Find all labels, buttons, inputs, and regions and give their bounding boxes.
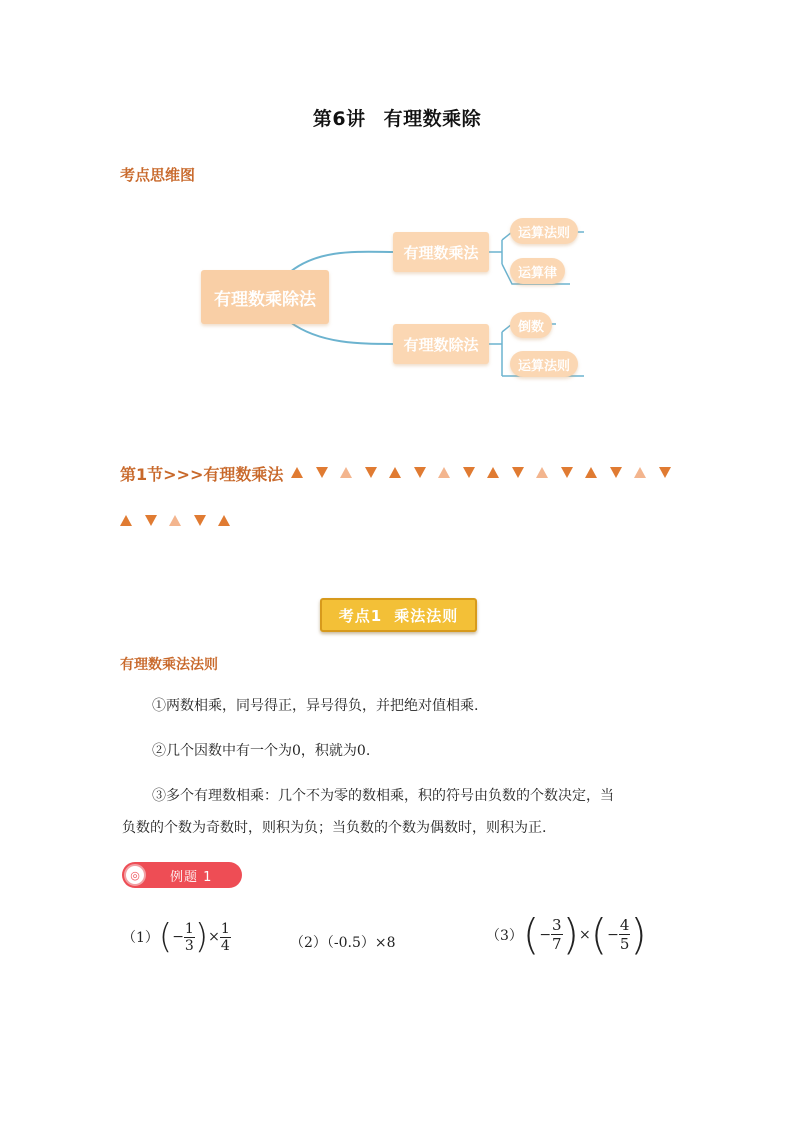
mindmap-branch-division: 有理数除法 (393, 324, 489, 364)
example-label-text: 例题 1 (170, 869, 213, 885)
denominator: 5 (619, 935, 630, 953)
triangle-down-icon (316, 467, 328, 478)
triangle-up-icon (340, 467, 352, 478)
fraction (619, 916, 631, 953)
triangle-down-icon (145, 515, 157, 526)
rules-heading: 有理数乘法法则 (120, 657, 218, 673)
times-sign: × (578, 926, 591, 943)
triangle-up-icon (634, 467, 646, 478)
badge-title: 乘法法则 (394, 606, 459, 625)
denominator: 7 (552, 935, 562, 953)
numerator: 3 (552, 916, 562, 934)
mindmap-leaf-div-rule: 运算法则 (510, 351, 578, 377)
triangle-down-icon (659, 467, 671, 478)
mindmap-leaf-mul-rule: 运算法则 (510, 218, 578, 244)
problem-3-sign-2: − (607, 926, 619, 943)
right-paren: ) (630, 909, 647, 959)
example-label (122, 862, 242, 888)
rule-3-line2: 负数的个数为奇数时，则积为负；当负数的个数为偶数时，则积为正. (122, 820, 547, 836)
problem-3-sign: − (539, 926, 552, 943)
triangle-down-icon (194, 515, 206, 526)
times-sign: × (208, 929, 220, 945)
triangle-up-icon (218, 515, 230, 526)
rule-2: ②几个因数中有一个为0，积就为0. (152, 743, 371, 759)
triangle-up-icon (438, 467, 450, 478)
problem-3 (486, 909, 647, 959)
triangle-up-icon (536, 467, 548, 478)
lecture-topic: 有理数乘除 (383, 108, 482, 130)
badge-number: 考点1 (338, 606, 383, 625)
triangle-up-icon (120, 515, 132, 526)
denominator: 4 (220, 937, 230, 954)
right-paren: ) (562, 909, 579, 959)
mindmap-branch-multiplication: 有理数乘法 (393, 232, 489, 272)
mindmap-leaf-mul-law: 运算律 (510, 258, 565, 284)
key-point-badge (320, 598, 477, 632)
rule-1: ①两数相乘，同号得正，异号得负，并把绝对值相乘. (152, 698, 479, 714)
example-icon: ◎ (124, 864, 146, 886)
triangle-up-icon (291, 467, 303, 478)
lecture-number: 第6讲 (312, 108, 366, 130)
fraction (551, 916, 563, 953)
triangle-down-icon (610, 467, 622, 478)
section-heading: 第1节>>>有理数乘法 (120, 465, 284, 484)
triangle-down-icon (463, 467, 475, 478)
mindmap-heading: 考点思维图 (120, 166, 196, 184)
triangle-up-icon (585, 467, 597, 478)
triangle-up-icon (389, 467, 401, 478)
numerator: 1 (184, 920, 194, 937)
problem-3-index: （3） (486, 927, 523, 944)
connector-root-div (290, 322, 396, 344)
triangle-down-icon (414, 467, 426, 478)
problem-1-index: （1） (122, 930, 159, 946)
fraction (184, 921, 195, 954)
triangle-down-icon (561, 467, 573, 478)
left-paren: ( (158, 917, 173, 957)
triangle-down-icon (512, 467, 524, 478)
connector-root-mul (290, 252, 396, 272)
problem-1-sign: − (172, 929, 184, 945)
rule-3-line1: ③多个有理数相乘：几个不为零的数相乘，积的符号由负数的个数决定，当 (152, 788, 614, 804)
problem-2: （2）（-0.5）×8 (290, 935, 396, 951)
denominator: 3 (184, 937, 194, 954)
mindmap-leaf-reciprocal: 倒数 (510, 312, 552, 338)
left-paren: ( (522, 909, 540, 959)
page-title (0, 104, 794, 131)
numerator: 4 (619, 916, 630, 934)
problem-1 (122, 917, 231, 957)
mindmap-root-node: 有理数乘除法 (201, 270, 329, 324)
right-paren: ) (194, 917, 209, 957)
triangle-up-icon (487, 467, 499, 478)
numerator: 1 (220, 920, 230, 937)
fraction (220, 921, 231, 954)
left-paren: ( (590, 909, 608, 959)
triangle-up-icon (169, 515, 181, 526)
triangle-down-icon (365, 467, 377, 478)
